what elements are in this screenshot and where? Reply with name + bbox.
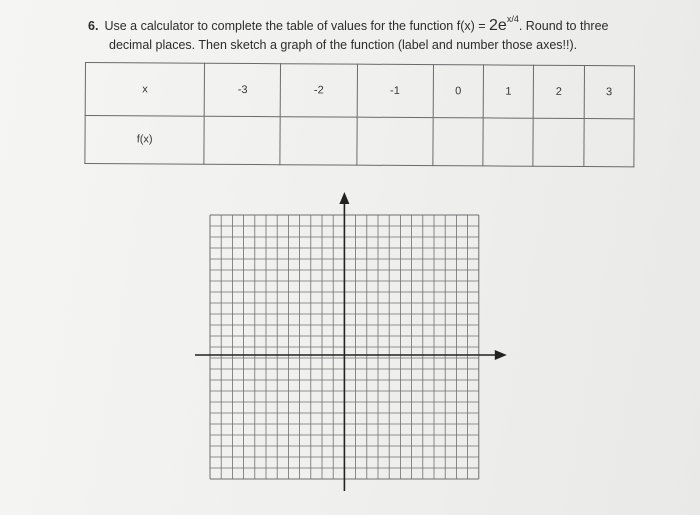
- problem-text-intro: Use a calculator to complete the table of values for the function f(x) =: [104, 19, 490, 33]
- function-exponent: x/4: [506, 14, 519, 24]
- x-axis-arrow-icon: [495, 350, 507, 360]
- x-value-cell: -2: [281, 64, 357, 117]
- fx-answer-cell[interactable]: [204, 116, 280, 165]
- fx-answer-cell[interactable]: [433, 117, 484, 166]
- problem-text-round: . Round to three: [518, 19, 609, 33]
- problem-line-1: [88, 10, 668, 36]
- values-table: [84, 62, 635, 167]
- x-value-cell: 3: [584, 66, 635, 119]
- x-header-cell: x: [85, 63, 205, 116]
- fx-row: [85, 115, 634, 167]
- fx-answer-cell[interactable]: [533, 118, 584, 167]
- x-value-cell: 0: [433, 65, 484, 118]
- y-axis-arrow-icon: [339, 192, 349, 204]
- function-base: 2e: [489, 17, 507, 34]
- x-value-cell: -3: [204, 63, 280, 116]
- fx-answer-cell[interactable]: [584, 118, 635, 167]
- fx-answer-cell[interactable]: [483, 118, 534, 167]
- fx-answer-cell[interactable]: [280, 116, 356, 165]
- fx-header-cell: f(x): [85, 115, 205, 164]
- problem-line-2: decimal places. Then sketch a graph of the function (label and number those axes!!).: [109, 38, 578, 52]
- x-value-cell: 2: [533, 65, 584, 118]
- x-row: [85, 63, 634, 119]
- problem-statement: [88, 10, 668, 55]
- fx-answer-cell[interactable]: [356, 117, 432, 166]
- problem-number: 6.: [88, 19, 99, 33]
- coordinate-grid[interactable]: [195, 190, 525, 505]
- x-value-cell: -1: [357, 64, 433, 117]
- x-value-cell: 1: [483, 65, 534, 118]
